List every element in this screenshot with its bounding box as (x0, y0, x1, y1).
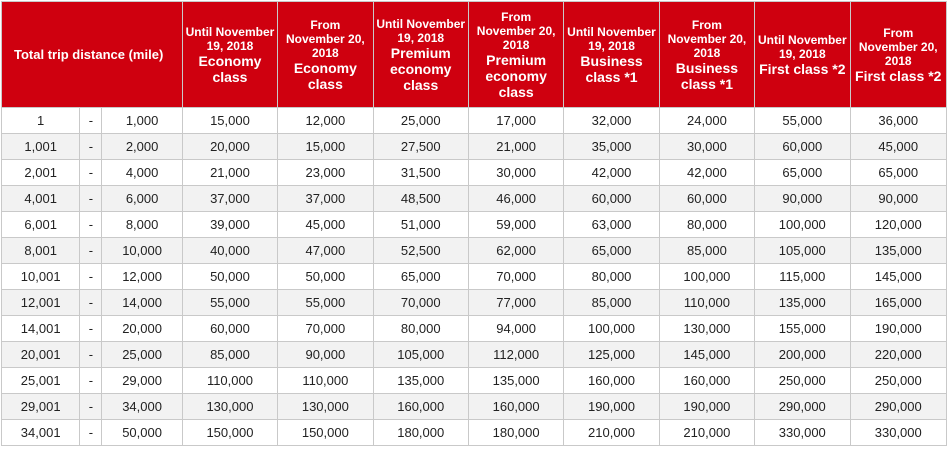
miles-cell: 15,000 (182, 108, 277, 134)
table-row (2, 420, 947, 446)
distance-dash-cell: - (80, 290, 102, 316)
distance-from-cell: 14,001 (2, 316, 80, 342)
distance-dash-cell: - (80, 368, 102, 394)
distance-dash-cell: - (80, 160, 102, 186)
header-when: From November 20, 2018 (286, 17, 365, 60)
miles-cell: 47,000 (278, 238, 373, 264)
table-row (2, 134, 947, 160)
miles-cell: 145,000 (850, 264, 947, 290)
miles-cell: 50,000 (278, 264, 373, 290)
header-cabin: Premium economy class (485, 51, 547, 100)
distance-from-cell: 6,001 (2, 212, 80, 238)
miles-cell: 21,000 (468, 134, 563, 160)
miles-cell: 21,000 (182, 160, 277, 186)
header-when: Until November 19, 2018 (757, 32, 847, 61)
distance-to-cell: 10,000 (102, 238, 182, 264)
award-chart-table (1, 1, 947, 446)
miles-cell: 80,000 (373, 316, 468, 342)
header-col-business-until (564, 2, 659, 108)
distance-from-cell: 4,001 (2, 186, 80, 212)
miles-cell: 60,000 (659, 186, 754, 212)
header-when: From November 20, 2018 (476, 9, 556, 52)
miles-cell: 23,000 (278, 160, 373, 186)
miles-cell: 135,000 (850, 238, 947, 264)
miles-cell: 24,000 (659, 108, 754, 134)
miles-cell: 290,000 (755, 394, 850, 420)
miles-cell: 190,000 (850, 316, 947, 342)
header-col-economy-until (182, 2, 277, 108)
miles-cell: 62,000 (468, 238, 563, 264)
distance-from-cell: 29,001 (2, 394, 80, 420)
miles-cell: 80,000 (659, 212, 754, 238)
miles-cell: 65,000 (850, 160, 947, 186)
table-row (2, 394, 947, 420)
miles-cell: 135,000 (468, 368, 563, 394)
distance-from-cell: 25,001 (2, 368, 80, 394)
miles-cell: 145,000 (659, 342, 754, 368)
table-row (2, 342, 947, 368)
distance-to-cell: 2,000 (102, 134, 182, 160)
distance-dash-cell: - (80, 420, 102, 446)
miles-cell: 12,000 (278, 108, 373, 134)
miles-cell: 130,000 (659, 316, 754, 342)
miles-cell: 51,000 (373, 212, 468, 238)
miles-cell: 52,500 (373, 238, 468, 264)
header-cabin: Business class *1 (675, 59, 739, 92)
miles-cell: 15,000 (278, 134, 373, 160)
miles-cell: 25,000 (373, 108, 468, 134)
distance-to-cell: 29,000 (102, 368, 182, 394)
miles-cell: 85,000 (659, 238, 754, 264)
distance-to-cell: 4,000 (102, 160, 182, 186)
miles-cell: 20,000 (182, 134, 277, 160)
miles-cell: 36,000 (850, 108, 947, 134)
distance-to-cell: 6,000 (102, 186, 182, 212)
miles-cell: 100,000 (564, 316, 659, 342)
distance-dash-cell: - (80, 394, 102, 420)
miles-cell: 105,000 (373, 342, 468, 368)
miles-cell: 112,000 (468, 342, 563, 368)
miles-cell: 46,000 (468, 186, 563, 212)
miles-cell: 45,000 (278, 212, 373, 238)
distance-dash-cell: - (80, 108, 102, 134)
miles-cell: 42,000 (659, 160, 754, 186)
miles-cell: 110,000 (278, 368, 373, 394)
miles-cell: 160,000 (659, 368, 754, 394)
miles-cell: 220,000 (850, 342, 947, 368)
miles-cell: 48,500 (373, 186, 468, 212)
distance-to-cell: 8,000 (102, 212, 182, 238)
distance-from-cell: 1,001 (2, 134, 80, 160)
miles-cell: 110,000 (182, 368, 277, 394)
distance-to-cell: 1,000 (102, 108, 182, 134)
miles-cell: 65,000 (564, 238, 659, 264)
header-when: From November 20, 2018 (858, 25, 938, 68)
distance-dash-cell: - (80, 238, 102, 264)
miles-cell: 85,000 (564, 290, 659, 316)
miles-cell: 70,000 (278, 316, 373, 342)
miles-cell: 150,000 (278, 420, 373, 446)
distance-from-cell: 8,001 (2, 238, 80, 264)
miles-cell: 32,000 (564, 108, 659, 134)
miles-cell: 17,000 (468, 108, 563, 134)
header-trip-distance: Total trip distance (mile) (2, 2, 183, 108)
header-when: Until November 19, 2018 (376, 16, 466, 45)
distance-to-cell: 34,000 (102, 394, 182, 420)
miles-cell: 330,000 (850, 420, 947, 446)
miles-cell: 55,000 (755, 108, 850, 134)
distance-dash-cell: - (80, 134, 102, 160)
distance-from-cell: 10,001 (2, 264, 80, 290)
miles-cell: 65,000 (755, 160, 850, 186)
header-col-business-from (659, 2, 754, 108)
table-row (2, 212, 947, 238)
table-row (2, 368, 947, 394)
miles-cell: 90,000 (278, 342, 373, 368)
header-col-first-from (850, 2, 947, 108)
miles-cell: 190,000 (659, 394, 754, 420)
header-cabin: First class *2 (759, 60, 846, 77)
miles-cell: 180,000 (373, 420, 468, 446)
header-cabin: Premium economy class (390, 44, 452, 93)
distance-dash-cell: - (80, 212, 102, 238)
header-cabin: Economy class (198, 52, 262, 85)
header-when: From November 20, 2018 (667, 17, 747, 60)
miles-cell: 105,000 (755, 238, 850, 264)
miles-cell: 94,000 (468, 316, 563, 342)
miles-cell: 100,000 (755, 212, 850, 238)
miles-cell: 39,000 (182, 212, 277, 238)
miles-cell: 135,000 (755, 290, 850, 316)
miles-cell: 250,000 (850, 368, 947, 394)
distance-dash-cell: - (80, 342, 102, 368)
miles-cell: 110,000 (659, 290, 754, 316)
distance-dash-cell: - (80, 264, 102, 290)
miles-cell: 60,000 (755, 134, 850, 160)
miles-cell: 130,000 (278, 394, 373, 420)
table-body (2, 108, 947, 446)
header-when: Until November 19, 2018 (185, 24, 275, 53)
miles-cell: 50,000 (182, 264, 277, 290)
distance-to-cell: 12,000 (102, 264, 182, 290)
table-row (2, 290, 947, 316)
miles-cell: 150,000 (182, 420, 277, 446)
miles-cell: 135,000 (373, 368, 468, 394)
header-row (2, 2, 947, 108)
miles-cell: 63,000 (564, 212, 659, 238)
miles-cell: 40,000 (182, 238, 277, 264)
distance-from-cell: 20,001 (2, 342, 80, 368)
table-row (2, 238, 947, 264)
header-cabin: Business class *1 (580, 52, 643, 85)
miles-cell: 115,000 (755, 264, 850, 290)
miles-cell: 31,500 (373, 160, 468, 186)
miles-cell: 70,000 (468, 264, 563, 290)
miles-cell: 59,000 (468, 212, 563, 238)
miles-cell: 190,000 (564, 394, 659, 420)
miles-cell: 200,000 (755, 342, 850, 368)
miles-cell: 37,000 (278, 186, 373, 212)
miles-cell: 85,000 (182, 342, 277, 368)
distance-dash-cell: - (80, 186, 102, 212)
distance-from-cell: 2,001 (2, 160, 80, 186)
miles-cell: 120,000 (850, 212, 947, 238)
miles-cell: 65,000 (373, 264, 468, 290)
miles-cell: 60,000 (182, 316, 277, 342)
miles-cell: 45,000 (850, 134, 947, 160)
header-col-premium-until (373, 2, 468, 108)
miles-cell: 160,000 (373, 394, 468, 420)
miles-cell: 160,000 (564, 368, 659, 394)
miles-cell: 155,000 (755, 316, 850, 342)
miles-cell: 125,000 (564, 342, 659, 368)
distance-to-cell: 50,000 (102, 420, 182, 446)
header-col-economy-from (278, 2, 373, 108)
miles-cell: 160,000 (468, 394, 563, 420)
miles-cell: 42,000 (564, 160, 659, 186)
miles-cell: 27,500 (373, 134, 468, 160)
miles-cell: 165,000 (850, 290, 947, 316)
distance-to-cell: 20,000 (102, 316, 182, 342)
miles-cell: 180,000 (468, 420, 563, 446)
header-when: Until November 19, 2018 (567, 24, 656, 53)
miles-cell: 35,000 (564, 134, 659, 160)
miles-cell: 130,000 (182, 394, 277, 420)
table-row (2, 186, 947, 212)
table-row (2, 160, 947, 186)
miles-cell: 55,000 (278, 290, 373, 316)
miles-cell: 210,000 (564, 420, 659, 446)
miles-cell: 80,000 (564, 264, 659, 290)
miles-cell: 250,000 (755, 368, 850, 394)
miles-cell: 60,000 (564, 186, 659, 212)
miles-cell: 90,000 (755, 186, 850, 212)
miles-cell: 30,000 (659, 134, 754, 160)
table-row (2, 316, 947, 342)
miles-cell: 100,000 (659, 264, 754, 290)
distance-from-cell: 34,001 (2, 420, 80, 446)
header-cabin: Economy class (293, 59, 357, 92)
miles-cell: 55,000 (182, 290, 277, 316)
distance-to-cell: 25,000 (102, 342, 182, 368)
miles-cell: 77,000 (468, 290, 563, 316)
miles-cell: 70,000 (373, 290, 468, 316)
distance-dash-cell: - (80, 316, 102, 342)
table-row (2, 108, 947, 134)
miles-cell: 330,000 (755, 420, 850, 446)
distance-from-cell: 12,001 (2, 290, 80, 316)
miles-cell: 37,000 (182, 186, 277, 212)
distance-to-cell: 14,000 (102, 290, 182, 316)
header-col-first-until (755, 2, 850, 108)
table-row (2, 264, 947, 290)
miles-cell: 30,000 (468, 160, 563, 186)
distance-from-cell: 1 (2, 108, 80, 134)
miles-cell: 290,000 (850, 394, 947, 420)
header-col-premium-from (468, 2, 563, 108)
miles-cell: 210,000 (659, 420, 754, 446)
header-cabin: First class *2 (855, 67, 942, 84)
miles-cell: 90,000 (850, 186, 947, 212)
